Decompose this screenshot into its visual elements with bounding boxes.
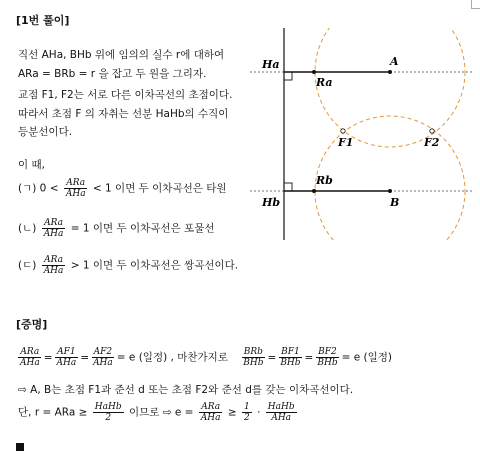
eq2-fraction-3: $\frac{BF2}{\text{BHb}}$ [317,347,338,368]
right-angle-Hb [284,183,292,191]
point-F2 [430,129,434,133]
circle-A [315,28,465,147]
case-2-suffix: = 1 이면 두 이차곡선은 포물선 [70,222,215,235]
eq1-fraction-3: $\frac{AF2}{\text{AHa}}$ [93,347,113,368]
section1-header: [1번 풀이] [16,14,70,27]
page-corner-mark [471,0,480,9]
case-3-suffix: > 1 이면 두 이차곡선은 쌍곡선이다. [70,259,239,272]
point-Rb [312,189,316,193]
label-B: B [390,196,400,209]
text-line-1: 직선 AHa, BHb 위에 임의의 실수 r에 대하여 [18,49,225,61]
case-3-line [18,255,238,276]
point-F1 [341,129,345,133]
last-frac-3: $\frac{1}{2}$ [244,402,250,423]
case-1-line [18,178,227,199]
eq1-fraction-1: $\frac{\text{ARa}}{\text{AHa}}$ [20,347,40,368]
label-Rb: Rb [316,174,333,187]
right-angle-Ha [284,72,292,80]
label-F2: F2 [424,136,440,149]
point-A [388,70,392,74]
text-line-4: 따라서 초점 F 의 자취는 선분 HaHb의 수직이 [18,108,229,120]
last-frac-4: $\frac{\text{HaHb}}{\text{AHa}}$ [267,402,295,423]
point-B [388,189,392,193]
last-frac-1: $\frac{\text{HaHb}}{2}$ [94,402,122,423]
text-line-6: 이 때, [18,159,45,171]
text-line-3: 교점 F1, F2는 서로 다른 이차곡선의 초점이다. [18,89,233,101]
text-line-2: ARa = BRb = r 을 잡고 두 원을 그리자. [18,68,207,80]
eq1-tail: = e (일정) , 마찬가지로 [116,351,228,364]
last-frac-2: $\frac{\text{ARa}}{\text{AHa}}$ [200,402,221,423]
case-1-fraction: $\frac{\text{ARa}}{\text{AHa}}$ [65,178,86,199]
case-1-suffix: < 1 이면 두 이차곡선은 타원 [92,182,227,195]
proof-last-line [18,402,299,423]
point-Ra [312,70,316,74]
geometry-diagram [250,28,474,240]
label-Ra: Ra [316,76,333,89]
eq1-equals: = [43,351,53,364]
last-prefix: 단, r = ARa ≥ [18,406,88,419]
eq1-fraction-2: $\frac{AF1}{\text{AHa}}$ [56,347,77,368]
eq1-equals: = [80,351,90,364]
end-square-mark [16,443,24,451]
eq2-tail: = e (일정) [341,351,393,364]
section2-header: [증명] [16,318,48,331]
last-dot: · [257,406,261,419]
case-2-prefix: (ㄴ) [18,222,37,235]
label-A: A [390,55,399,68]
label-Ha: Ha [262,58,280,71]
proof-equation-line [16,347,392,368]
last-ge: ≥ [227,406,237,419]
case-2-line [18,218,215,239]
label-F1: F1 [338,136,354,149]
eq2-fraction-1: $\frac{\text{BRb}}{\text{BHb}}$ [243,347,264,368]
case-1-prefix: (ㄱ) 0 < [18,182,59,195]
circle-B [315,116,465,240]
eq2-equals: = [304,351,314,364]
label-Hb: Hb [262,196,281,209]
eq2-fraction-2: $\frac{BF1}{\text{BHb}}$ [280,347,301,368]
proof-conclusion: ⇨ A, B는 초점 F1과 준선 d 또는 초점 F2와 준선 d를 갖는 이차곡선이다. [18,384,354,396]
case-2-fraction: $\frac{\text{ARa}}{\text{AHa}}$ [43,218,64,239]
eq2-equals: = [267,351,277,364]
case-3-prefix: (ㄷ) [18,259,37,272]
text-line-5: 등분선이다. [18,126,73,138]
last-mid: 이므로 ⇨ e = [128,406,194,419]
case-3-fraction: $\frac{\text{ARa}}{\text{AHa}}$ [43,255,64,276]
